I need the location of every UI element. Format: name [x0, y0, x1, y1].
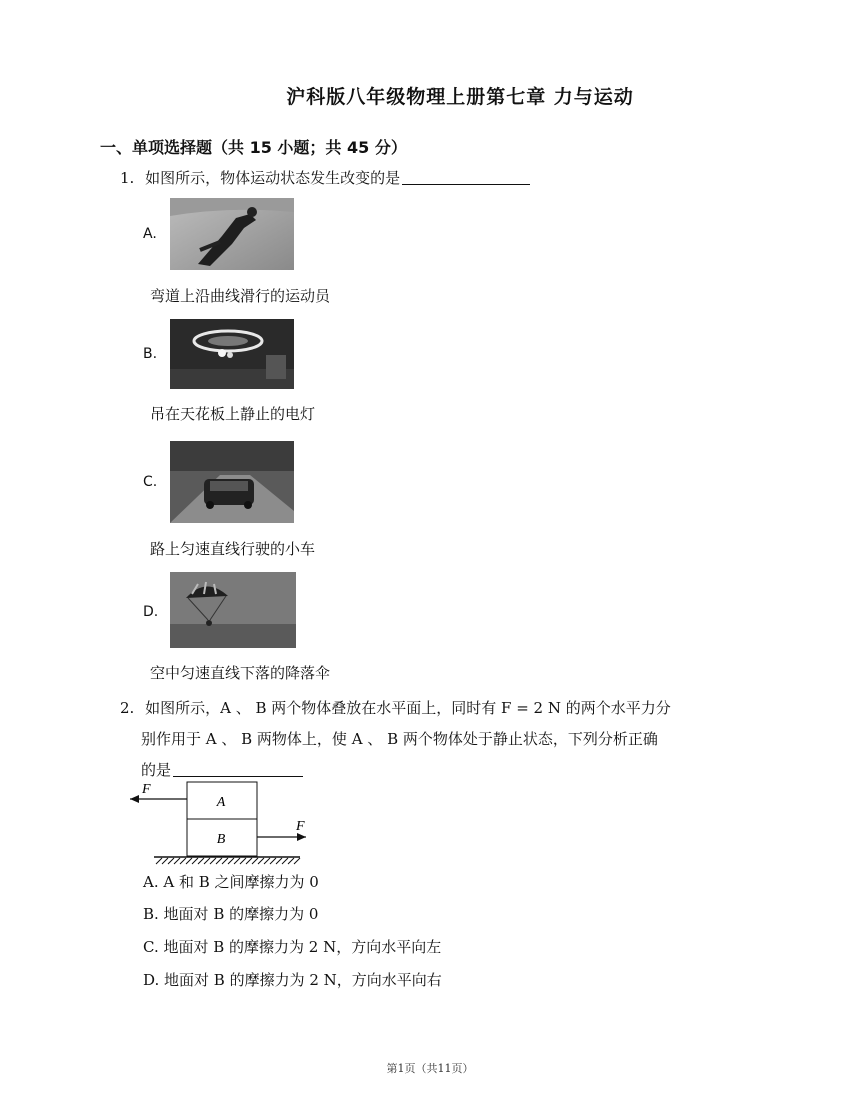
section-heading: 一、单项选择题（共 15 小题；共 45 分） [100, 138, 407, 157]
q2-option-b[interactable]: B. 地面对 B 的摩擦力为 0 [143, 905, 319, 923]
q2-option-a[interactable]: A. A 和 B 之间摩擦力为 0 [143, 873, 319, 891]
question-number: 2. [120, 699, 135, 717]
option-d-letter[interactable]: D. [143, 604, 159, 620]
force-top-label: F [142, 782, 151, 797]
block-b-label: B [216, 832, 226, 847]
option-c-caption: 路上匀速直线行驶的小车 [150, 540, 316, 558]
question-2-line1 [120, 693, 671, 724]
car-photo [170, 441, 294, 523]
question-2-line2: 别作用于 A 、 B 两物体上，使 A 、 B 两个物体处于静止状态，下列分析正确 [141, 730, 658, 748]
option-b-caption: 吊在天花板上静止的电灯 [150, 405, 316, 423]
answer-blank[interactable] [173, 760, 303, 777]
option-a-caption: 弯道上沿曲线滑行的运动员 [150, 287, 331, 305]
block-a-label: A [216, 795, 226, 810]
ceiling-lamp-photo [170, 319, 294, 389]
q2-option-d[interactable]: D. 地面对 B 的摩擦力为 2 N，方向水平向右 [143, 971, 442, 989]
question-2-line3: 的是 [141, 755, 303, 786]
option-c-letter[interactable]: C. [143, 474, 158, 490]
ground-hatching [156, 858, 300, 864]
page-footer: 第1页（共11页） [386, 1062, 474, 1075]
page-title: 沪科版八年级物理上册第七章 力与运动 [286, 86, 634, 108]
question-text: 如图所示，A 、 B 两个物体叠放在水平面上，同时有 F = 2 N 的两个水平力分 [145, 699, 671, 717]
block-force-diagram [120, 780, 320, 868]
option-b-letter[interactable]: B. [143, 346, 158, 362]
force-bottom-label: F [296, 819, 305, 834]
question-1-stem [120, 163, 530, 194]
q2-option-c[interactable]: C. 地面对 B 的摩擦力为 2 N，方向水平向左 [143, 938, 442, 956]
parachute-photo [170, 572, 296, 648]
question-number: 1. [120, 169, 135, 187]
option-d-caption: 空中匀速直线下落的降落伞 [150, 664, 331, 682]
option-a-letter[interactable]: A. [143, 226, 157, 242]
answer-blank[interactable] [402, 168, 530, 185]
question-text: 如图所示，物体运动状态发生改变的是 [145, 169, 401, 187]
skater-photo [170, 198, 294, 270]
